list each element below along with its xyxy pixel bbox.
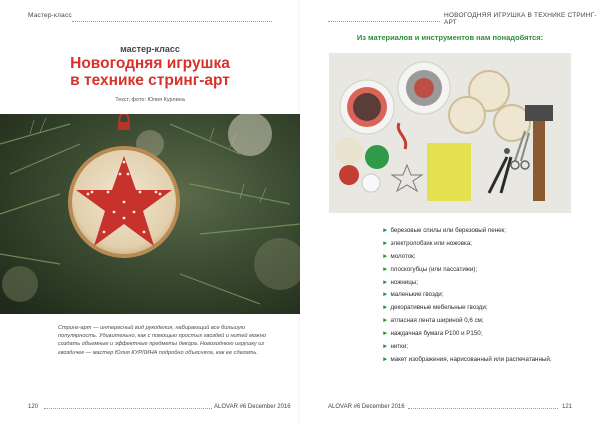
footer-magazine-right: ALOVAR #6 December 2016 [328,404,405,410]
bullet-icon: ► [382,355,389,363]
list-item [382,354,582,367]
list-item-text: молоток; [390,252,416,260]
list-item [382,264,582,277]
header-rule-right [328,21,440,22]
list-item-text: нитки; [390,343,409,351]
ornament-photo-image [0,114,300,314]
lead-paragraph: Стринг-арт — интересный вид рукоделия, набирающий все большую популярность. Удивительно, как с помощью простых гвоздей и нитей можно создать объемные и эффектные предметы декора. Новогоднюю игрушку из гвоздичек — мастер Юлия КУРЛИНА подробно объясняла, как ее сделать. [58,325,266,356]
bullet-icon: ► [382,343,389,351]
header-rule-left [72,21,272,22]
bullet-icon: ► [382,304,389,312]
ornament-photo [0,114,300,314]
list-item [382,328,582,341]
list-item [382,315,582,328]
materials-photo-image [329,53,571,213]
footer-magazine-left: ALOVAR #6 December 2016 [214,404,291,410]
list-item-text: макет изображения, нарисованный или распечатанный. [390,355,552,363]
bullet-icon: ► [382,239,389,247]
running-head-left: Мастер-класс [28,12,72,19]
list-item-text: электролобзик или ножовка; [390,239,473,247]
byline: Текст, фото: Юлия Курлина [115,97,185,103]
materials-photo [329,53,571,213]
bullet-icon: ► [382,227,389,234]
article-title [0,55,300,89]
footer-rule-right [408,408,558,409]
list-item-text: маленькие гвозди; [390,291,444,299]
list-item-text: атласная лента шириной 0,6 см; [390,317,484,325]
article-kicker: мастер-класс [120,44,180,54]
page-number-right: 121 [562,404,573,410]
list-item-text: наждачная бумага Р100 и Р150; [390,330,483,338]
list-item [382,302,582,315]
list-item [382,251,582,264]
list-item-text: плоскогубцы (или пассатижи); [390,265,478,273]
title-line-1: Новогодняя игрушка [70,55,230,72]
bullet-icon: ► [382,330,389,338]
bullet-icon: ► [382,291,389,299]
footer-rule-left [44,408,212,409]
list-item [382,225,582,238]
bullet-icon: ► [382,278,389,286]
list-item [382,277,582,290]
list-item-text: декоративные мебельные гвозди; [390,304,488,312]
list-item-text: березовые спилы или березовый пенек; [390,227,506,234]
running-head-right: НОВОГОДНЯЯ ИГРУШКА В ТЕХНИКЕ СТРИНГ-АРТ [444,12,597,26]
list-item-text: ножницы; [390,278,418,286]
list-item [382,238,582,251]
list-item [382,289,582,302]
bullet-icon: ► [382,252,389,260]
bullet-icon: ► [382,265,389,273]
materials-list [382,225,582,367]
materials-heading: Из материалов и инструментов нам понадобятся: [356,33,544,42]
list-item [382,341,582,354]
page-number-left: 120 [28,404,39,410]
bullet-icon: ► [382,317,389,325]
title-line-2: в технике стринг-арт [70,72,230,89]
